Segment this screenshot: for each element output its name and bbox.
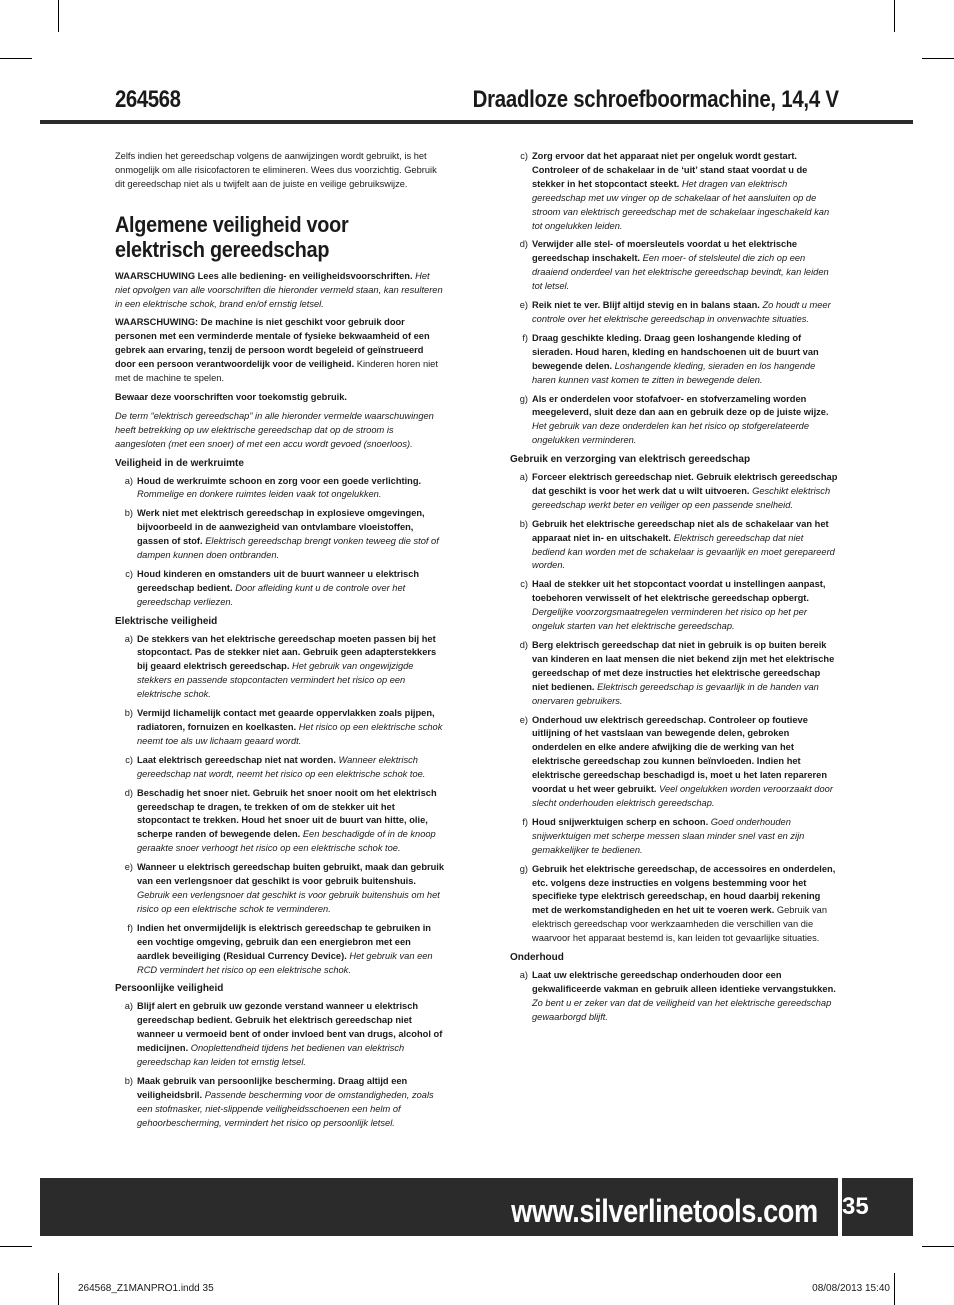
- list-item: c) Haal de stekker uit het stopcontact voordat u instellingen aanpast, toebehoren verwisselt of het elektrische gereedschap opbergt. Dergelijke voorzorgsmaatregelen verminderen het risico op het per ongeluk starten van het elektrische gereedschap.: [520, 579, 826, 632]
- crop-mark: [922, 1246, 954, 1247]
- subheading-work-area: Veiligheid in de werkruimte: [115, 457, 244, 469]
- list-item: f) Draag geschikte kleding. Draag geen loshangende kleding of sieraden. Houd haren, kleding en handschoenen uit de buurt van bewegende delen. Loshangende kleding, sieraden en los hangende haren kunnen vast komen te zitten in bewegende delen.: [522, 332, 819, 385]
- list-item: a) De stekkers van het elektrische gereedschap moeten passen bij het stopcontact. Pas de stekker niet aan. Gebruik geen adapterstekkers bij geaard elektrisch gereedschap. Het gebruik van ongewijzigde stekkers en passende stopcontacten vermindert het risico op een elektrische schok.: [124, 633, 437, 700]
- crop-mark: [922, 58, 954, 59]
- subheading-maintenance: Onderhoud: [510, 952, 564, 964]
- list-item: d) Beschadig het snoer niet. Gebruik het snoer nooit om het elektrisch gereedschap te dragen, te trekken of om de stekker uit het stopcontact te trekken. Houd het snoer uit de buurt van hitte, olie, scherpe randen of bewegende delen. Een beschadigde of in de knoop geraakte snoer verhoogt het risico op een elektrische schok toe.: [124, 787, 437, 854]
- list-item: c) Laat elektrisch gereedschap niet nat worden. Wanneer elektrisch gereedschap nat wordt, neemt het risico op een elektrische schok toe.: [125, 754, 426, 779]
- list-item: g) Als er onderdelen voor stofafvoer- en stofverzameling worden meegeleverd, sluit deze dan aan en gebruik deze op de juiste wijze. Het gebruik van deze onderdelen kan het risico op stofgerelateerde ongelukken verminderen.: [519, 393, 829, 446]
- crop-mark: [58, 0, 59, 32]
- list-item: b) Maak gebruik van persoonlijke bescherming. Draag altijd een veiligheidsbril. Passende bescherming voor de omstandigheden, zoals een stofmasker, niet-slippende veiligheidsschoenen een helm of gehoorbescherming, vermindert het risico op persoonlijk letsel.: [124, 1075, 434, 1128]
- list-item: e) Wanneer u elektrisch gereedschap buiten gebruikt, maak dan gebruik van een verlengsnoer dat geschikt is voor gebruik buitenshuis. Gebruik een verlengsnoer dat geschikt is voor gebruik buitenshuis om het risico op een elektrische schok te verminderen.: [124, 862, 445, 914]
- list-item: a) Laat uw elektrische gereedschap onderhouden door een gekwalificeerde vakman en gebruik alleen identieke vervangstukken. Zo bent u er zeker van dat de veiligheid van het elektrische gereedschap gewaarborgd blijft.: [519, 969, 836, 1022]
- subheading-personal: Persoonlijke veiligheid: [115, 983, 224, 995]
- list-item: c) Houd kinderen en omstanders uit de buurt wanneer u elektrisch gereedschap bedient. Door afleiding kunt u de controle over het gereedschap verliezen.: [125, 568, 420, 607]
- footer-bar: [40, 1178, 838, 1236]
- list-item: a) Blijf alert en gebruik uw gezonde verstand wanneer u elektrisch gereedschap bedient. Gebruik het elektrisch gereedschap niet wanneer u vermoeid bent of onder invloed bent van drugs, alcohol of medicijnen. Onoplettendheid tijdens het bedienen van elektrisch gereedschap kan leiden tot ernstig letsel.: [124, 1001, 443, 1067]
- list-item: b) Werk niet met elektrisch gereedschap in explosieve omgevingen, bijvoorbeeld in de aanwezigheid van ontvlambare vloeistoffen, gassen of stof. Elektrisch gereedschap brengt vonken teweeg die stof of dampen kunnen doen ontbranden.: [124, 508, 439, 561]
- date-slug: 08/08/2013 15:40: [812, 1283, 890, 1294]
- left-column: [115, 150, 445, 1135]
- crop-mark: [894, 0, 895, 32]
- website-link[interactable]: www.silverlinetools.com: [511, 1193, 818, 1229]
- page-title: Draadloze schroefboormachine, 14,4 V: [472, 86, 839, 113]
- list-item: a) Forceer elektrisch gereedschap niet. Gebruik elektrisch gereedschap dat geschikt is voor het werk dat u wilt uitvoeren. Geschikt elektrisch gereedschap werkt beter en veiliger op een passende snelheid.: [519, 472, 838, 510]
- keep-instructions: Bewaar deze voorschriften voor toekomstig gebruik.: [115, 391, 347, 402]
- term-definition: De term “elektrisch gereedschap” in alle hieronder vermelde waarschuwingen heeft betrekking op uw elektrische gereedschap dat op de stroom is aangesloten (met een snoer) of met een accu wordt gevoed (snoerloos).: [115, 410, 434, 449]
- list-item: b) Vermijd lichamelijk contact met geaarde oppervlakken zoals pijpen, radiatoren, fornuizen en koelkasten. Het risico op een elektrische schok neemt toe als uw lichaam geaard wordt.: [124, 708, 443, 746]
- crop-mark: [894, 1273, 895, 1305]
- list-item: f) Indien het onvermijdelijk is elektrisch gereedschap te gebruiken in een vochtige omgeving, gebruik dan een energiebron met een aardlek beveiliging (Residual Currency Device). Het gebruik van een RCD vermindert het risico op een elektrische schok.: [127, 922, 433, 975]
- list-item: a) Houd de werkruimte schoon en zorg voor een goede verlichting. Rommelige en donkere ruimtes leiden vaak tot ongelukken.: [124, 475, 422, 500]
- warning-1: WAARSCHUWING Lees alle bediening- en veiligheidsvoorschriften. Het niet opvolgen van alle voorschriften die hieronder vermeld staan, kan resulteren in een elektrische schok, brand en/of ernstig letsel.: [115, 270, 443, 309]
- list-item: f) Houd snijwerktuigen scherp en schoon. Goed onderhouden snijwerktuigen met scherpe messen slaan minder snel vast en zijn gemakkelijker te bedienen.: [522, 816, 805, 855]
- subheading-electrical: Elektrische veiligheid: [115, 615, 218, 627]
- list-item: d) Berg elektrisch gereedschap dat niet in gebruik is op buiten bereik van kinderen en laat mensen die niet bekend zijn met het elektrische gereedschap of met deze instructies het elektrische gereedschap niet bedienen. Elektrisch gereedschap is gevaarlijk in de handen van onervaren gebruikers.: [519, 640, 835, 706]
- crop-mark: [58, 1273, 59, 1305]
- list-item: g) Gebruik het elektrische gereedschap, de accessoires en onderdelen, etc. volgens deze instructies en volgens bestemming voor het specifieke type elektrisch gereedschap, en houd daarbij rekening met de werkomstandigheden en het uit te voeren werk. Gebruik van elektrisch gereedschap voor werkzaamheden die verschillen van die waarvoor het apparaat bestemd is, kan leiden tot gevaarlijke situaties.: [519, 863, 836, 944]
- list-item: b) Gebruik het elektrische gereedschap niet als de schakelaar van het apparaat niet in- en uitschakelt. Elektrisch gereedschap dat niet bediend kan worden met de schakelaar is gevaarlijk en moet gerepareerd worden.: [519, 518, 835, 571]
- product-code: 264568: [115, 86, 181, 113]
- file-slug: 264568_Z1MANPRO1.indd 35: [78, 1283, 214, 1294]
- subheading-use-care: Gebruik en verzorging van elektrisch gereedschap: [510, 454, 751, 466]
- list-item: c) Zorg ervoor dat het apparaat niet per ongeluk wordt gestart. Controleer of de schakelaar in de ‘uit’ stand staat voordat u de stekker in het stopcontact steekt. Het dragen van elektrisch gereedschap met uw vinger op de schakelaar of het aansluiten op de stroom van elektrisch gereedschap met de schakelaar ingeschakeld kan tot ongelukken leiden.: [520, 151, 830, 231]
- list-item: e) Reik niet te ver. Blijf altijd stevig en in balans staan. Zo houdt u meer controle over het elektrische gereedschap in onverwachte situaties.: [519, 300, 831, 324]
- right-column: [510, 150, 838, 1030]
- list-item: d) Verwijder alle stel- of moersleutels voordat u het elektrische gereedschap inschakelt. Een moer- of stelsleutel die zich op een draaiend onderdeel van het elektrische gereedschap bevindt, kan leiden tot letsel.: [519, 239, 829, 292]
- section-heading: Algemene veiligheid voor elektrisch gereedschap: [115, 211, 349, 262]
- crop-mark: [0, 58, 32, 59]
- intro-paragraph: Zelfs indien het gereedschap volgens de aanwijzingen wordt gebruikt, is het onmogelijk om alle risicofactoren te elimineren. Wees dus voorzichtig. Gebruik dit gereedschap niet als u twijfelt aan de juiste en veilige gebruikswijze.: [115, 151, 437, 189]
- header-rule: [40, 120, 913, 124]
- crop-mark: [0, 1246, 32, 1247]
- page-number-box: [842, 1178, 913, 1236]
- page-number: 35: [842, 1193, 869, 1220]
- warning-2: WAARSCHUWING: De machine is niet geschikt voor gebruik door personen met een verminderde mentale of fysieke bekwaamheid of een gebrek aan ervaring, tenzij de persoon wordt begeleid of geïnstrueerd door een persoon verantwoordelijk voor de veiligheid. Kinderen horen niet met de machine te spelen.: [115, 317, 438, 384]
- list-item: e) Onderhoud uw elektrisch gereedschap. Controleer op foutieve uitlijning of het vastslaan van bewegende delen, gebroken onderdelen en elke andere afwijking die de werking van het elektrische gereedschap zou kunnen beïnvloeden. Indien het elektrische gereedschap beschadigd is, moet u het laten repareren voordat u het weer gebruikt. Veel ongelukken worden veroorzaakt door slecht onderhouden elektrisch gereedschap.: [519, 714, 833, 808]
